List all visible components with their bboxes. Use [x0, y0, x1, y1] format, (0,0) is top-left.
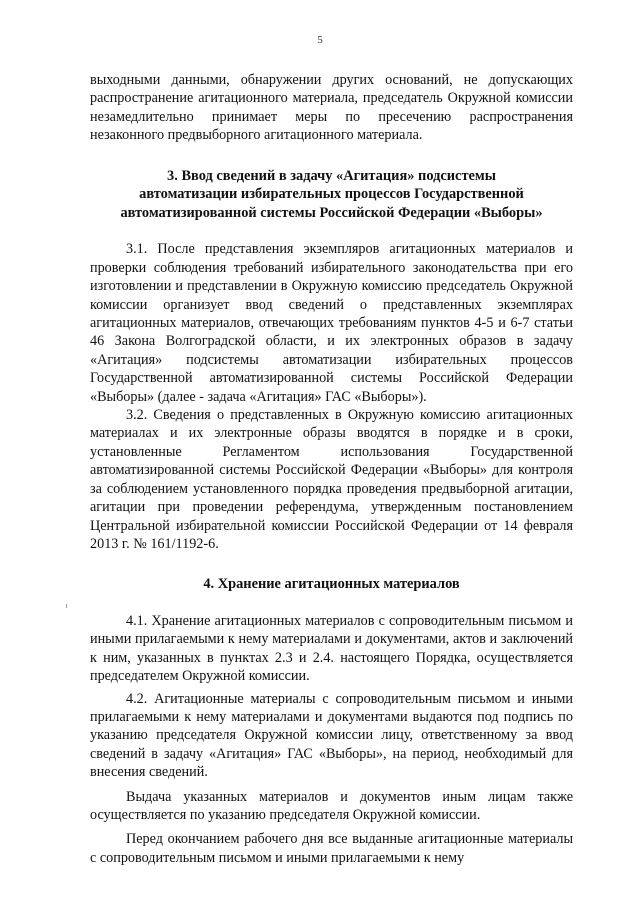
paragraph-4-3: Выдача указанных материалов и документов иным лицам также осуществляется по указанию председателя Окружной комиссии.: [90, 788, 573, 823]
margin-mark: [66, 604, 67, 608]
section-3-heading-line-1: 3. Ввод сведений в задачу «Агитация» подсистемы: [167, 167, 496, 184]
document-body: [90, 71, 573, 867]
paragraph-4-1: 4.1. Хранение агитационных материалов с сопроводительным письмом и иными прилагаемыми к нему материалами и документами, актов и заключений к ним, указанных в пунктах 2.3 и 2.4. настоящего Порядка, осуществляется председателем Окружной комиссии.: [90, 612, 573, 685]
page-number: 5: [317, 34, 323, 46]
paragraph-4-4: Перед окончанием рабочего дня все выданные агитационные материалы с сопроводительным письмом и иными прилагаемыми к нему: [90, 831, 573, 866]
paragraph-4-2: 4.2. Агитационные материалы с сопроводительным письмом и иными прилагаемыми к нему материалами и документами выдаются под подпись по указанию председателя Окружной комиссии лицу, ответственному за ввод сведений в задачу «Агитация» ГАС «Выборы», на период, необходимый для внесения сведений.: [90, 690, 573, 781]
paragraph-3-1: 3.1. После представления экземпляров агитационных материалов и проверки соблюдения требований избирательного законодательства при его изготовлении и представлении в Окружную комиссию председатель Окружной комиссии организует ввод сведений о представленных экземплярах агитационных материалов, отвечающих требованиям пунктов 4-5 и 6-7 статьи 46 Закона Волгоградской области, и их электронных образов в задачу «Агитация» подсистемы автоматизации избирательных процессов Государственной автоматизированной системы Российской Федерации «Выборы» (далее - задача «Агитация» ГАС «Выборы»).: [90, 241, 573, 405]
paragraph-3-2: 3.2. Сведения о представленных в Окружную комиссию агитационных материалах и их электронные образы вводятся в порядке и в сроки, установленные Регламентом использования Государственной автоматизированной системы Российской Федерации «Выборы» для контроля за соблюдением установленного порядка проведения предвыборной агитации, агитации при проведении референдума, утвержденным постановлением Центральной избирательной комиссии Российской Федерации от 14 февраля 2013 г. № 161/1192-6.: [90, 407, 573, 552]
section-4-heading: 4. Хранение агитационных материалов: [203, 576, 460, 593]
intro-paragraph: выходными данными, обнаружении других оснований, не допускающих распространение агитационного материала, председатель Окружной комиссии незамедлительно принимает меры по пресечению распространения незаконного предвыборного агитационного материала.: [90, 72, 573, 144]
section-3-heading: [90, 167, 573, 223]
section-3-heading-line-2: автоматизации избирательных процессов Государственной: [139, 186, 524, 203]
section-3-heading-line-3: автоматизированной системы Российской Федерации «Выборы»: [120, 204, 543, 221]
